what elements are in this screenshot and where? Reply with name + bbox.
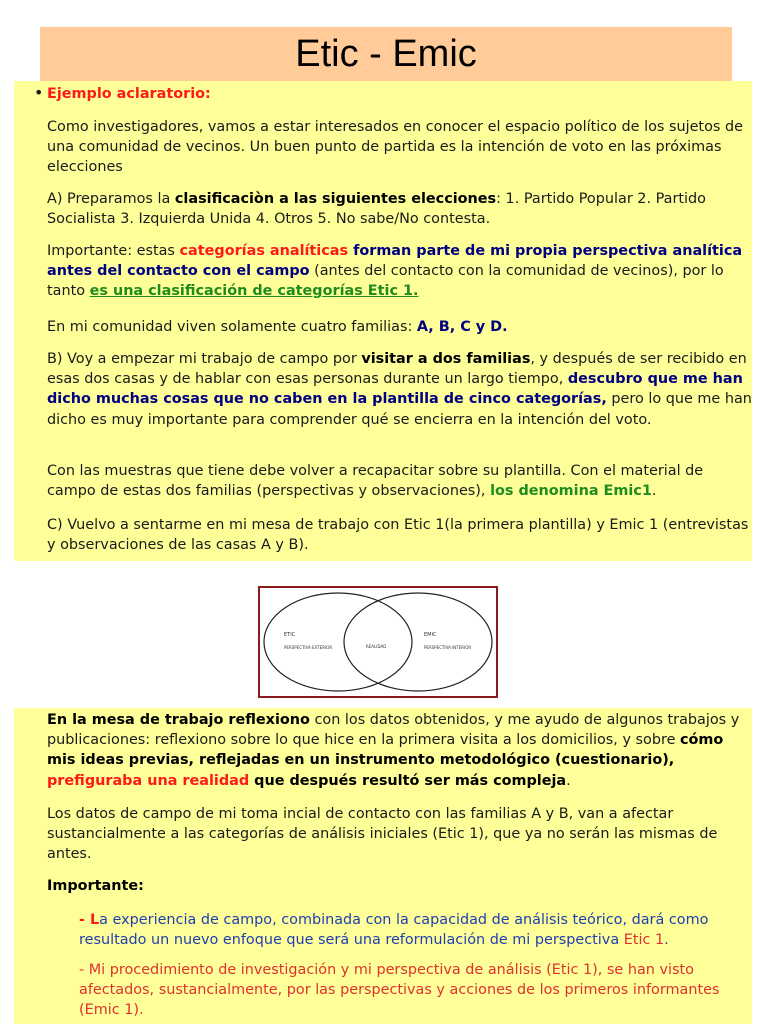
paragraph-mesa: En la mesa de trabajo reflexiono con los datos obtenidos, y me ayudo de algunos trabajos y publicaciones: reflexiono sobre lo que hice en la primera visita a los domicilios, y sobre cómo mis ideas previas, reflejadas en un instrumento metodológico (cuestionario), prefiguraba una realidad que después resultó ser más compleja.	[47, 712, 740, 789]
importante-heading: Importante:	[47, 878, 144, 894]
paragraph-b: B) Voy a empezar mi trabajo de campo por visitar a dos familias, y después de ser recibido en esas dos casas y de hablar con esas personas durante un largo tiempo, descubro que me han dicho muchas cosas que no caben en la plantilla de cinco categorías, pero lo que me han dicho es muy importante para comprender qué se encierra en la intención del voto.	[47, 351, 752, 428]
venn-diagram	[258, 586, 498, 698]
etic-sub-label: PERSPECTIVA EXTERIOR	[284, 645, 333, 650]
emic-sub-label: PERSPECTIVA INTERIOR	[424, 645, 472, 650]
point-experiencia: - La experiencia de campo, combinada con la capacidad de análisis teórico, dará como resultado un nuevo enfoque que será una reformulación de mi perspectiva Etic 1.	[79, 912, 709, 949]
paragraph-intro: Como investigadores, vamos a estar interesados en conocer el espacio político de los sujetos de una comunidad de vecinos. Un buen punto de partida es la intención de voto en las próximas elecciones	[47, 119, 743, 176]
diagram-frame	[259, 587, 497, 697]
paragraph-datos: Los datos de campo de mi toma incial de contacto con las familias A y B, van a afectar sustancialmente a las categorías de análisis iniciales (Etic 1), que ya no serán las mismas de antes.	[47, 806, 718, 863]
reflection-text-box	[14, 708, 752, 1024]
bullet-icon: •	[34, 83, 44, 102]
slide-title-box	[40, 27, 732, 81]
example-heading: Ejemplo aclaratorio:	[47, 86, 211, 102]
emic-label: EMIC	[424, 632, 437, 638]
point-procedimiento: - Mi procedimiento de investigación y mi perspectiva de análisis (Etic 1), se han visto afectados, sustancialmente, por las perspectivas y acciones de los primeros informantes (Emic 1).	[79, 962, 720, 1019]
paragraph-a: A) Preparamos la clasificaciòn a las siguientes elecciones: 1. Partido Popular 2. Partido Socialista 3. Izquierda Unida 4. Otros 5. No sabe/No contesta.	[47, 191, 706, 228]
etic-label: ETIC	[284, 632, 296, 638]
example-text-box	[14, 81, 752, 561]
paragraph-importante: Importante: estas categorías analíticas forman parte de mi propia perspectiva analítica antes del contacto con el campo (antes del contacto con la comunidad de vecinos), por lo tanto es una clasificación de categorías Etic 1.	[47, 243, 743, 300]
paragraph-muestras: Con las muestras que tiene debe volver a recapacitar sobre su plantilla. Con el material de campo de estas dos familias (perspectivas y observaciones), los denomina Emic1.	[47, 463, 704, 500]
realidad-label: REALIDAD	[366, 644, 387, 649]
paragraph-familias: En mi comunidad viven solamente cuatro familias: A, B, C y D.	[47, 319, 508, 335]
slide-title: Etic - Emic	[295, 33, 477, 75]
paragraph-c: C) Vuelvo a sentarme en mi mesa de trabajo con Etic 1(la primera plantilla) y Emic 1 (entrevistas y observaciones de las casas A y B).	[47, 517, 749, 554]
